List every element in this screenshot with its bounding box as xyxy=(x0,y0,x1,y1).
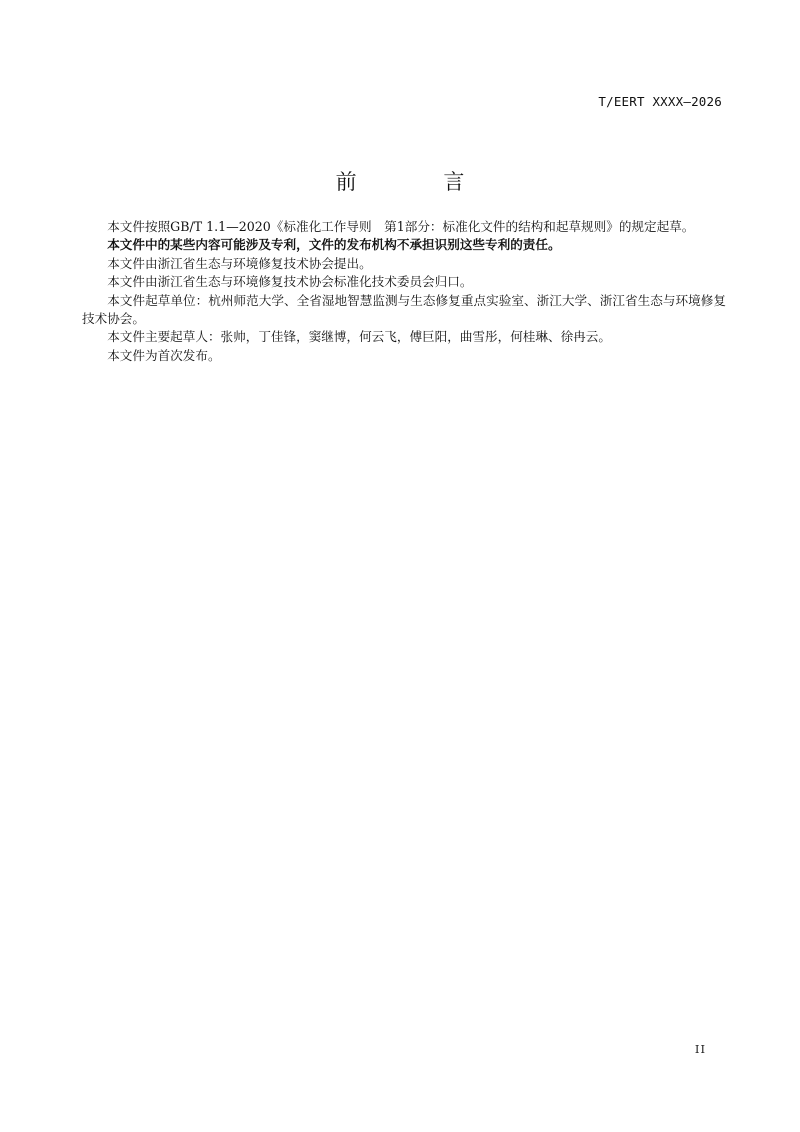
paragraph-patent-notice: 本文件中的某些内容可能涉及专利，文件的发布机构不承担识别这些专利的责任。 xyxy=(107,237,561,253)
paragraph-drafters: 本文件主要起草人：张帅，丁佳锋，窦继博，何云飞，傅巨阳，曲雪彤，何桂琳、徐冉云。 xyxy=(107,329,611,345)
paragraph-proposer: 本文件由浙江省生态与环境修复技术协会提出。 xyxy=(107,255,372,271)
foreword-body xyxy=(82,218,726,365)
document-code: T/EERT XXXX—2026 xyxy=(598,94,722,109)
page-number: II xyxy=(694,1042,706,1056)
paragraph-drafting-units: 本文件起草单位：杭州师范大学、全省湿地智慧监测与生态修复重点实验室、浙江大学、浙江省生态与环境修复技术协会。 xyxy=(82,292,726,327)
paragraph-first-release: 本文件为首次发布。 xyxy=(107,347,221,363)
page-title: 前 言 xyxy=(335,170,505,194)
paragraph-drafting-basis: 本文件按照GB/T 1.1—2020《标准化工作导则 第1部分：标准化文件的结构和起草规则》的规定起草。 xyxy=(107,219,695,234)
paragraph-centralized-by: 本文件由浙江省生态与环境修复技术协会标准化技术委员会归口。 xyxy=(107,274,473,290)
